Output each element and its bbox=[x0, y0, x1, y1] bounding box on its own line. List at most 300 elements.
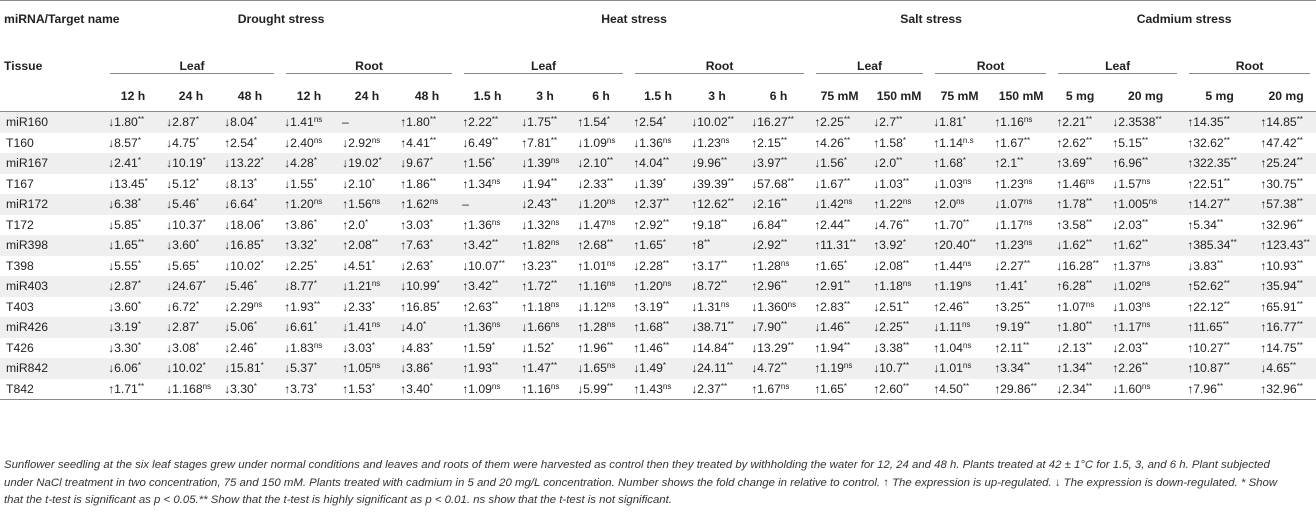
fold-change-value: ↓10.02 bbox=[691, 115, 728, 130]
fold-change-value: ↑7.63 bbox=[400, 238, 430, 253]
significance-mark: * bbox=[423, 320, 427, 330]
fold-change-cell bbox=[1183, 297, 1256, 318]
row-name: miR398 bbox=[0, 235, 104, 256]
fold-change-cell bbox=[396, 194, 458, 215]
significance-mark: ** bbox=[1223, 176, 1230, 186]
significance-mark: ns bbox=[956, 197, 965, 207]
fold-change-cell bbox=[338, 174, 396, 195]
fold-change-value: – bbox=[462, 197, 469, 212]
significance-mark: ** bbox=[1155, 115, 1162, 125]
fold-change-value: ↓38.71 bbox=[691, 320, 728, 335]
significance-mark: * bbox=[550, 340, 555, 350]
significance-mark: ** bbox=[1022, 340, 1030, 350]
header-time: 150 mM bbox=[869, 81, 929, 112]
significance-mark: ns bbox=[491, 176, 501, 186]
fold-change-value: ↑10.27 bbox=[1187, 340, 1224, 355]
significance-mark: * bbox=[260, 156, 264, 166]
fold-change-cell bbox=[458, 112, 517, 133]
fold-change-cell bbox=[1052, 276, 1108, 297]
significance-mark: * bbox=[253, 381, 257, 391]
fold-change-cell bbox=[573, 153, 629, 174]
significance-mark: ** bbox=[902, 176, 910, 186]
fold-change-value: ↓5.55 bbox=[108, 258, 138, 273]
fold-change-value: ↓1.41 bbox=[342, 320, 372, 335]
significance-mark: * bbox=[662, 361, 667, 371]
significance-mark: ns bbox=[491, 217, 501, 227]
header-time: 24 h bbox=[338, 81, 396, 112]
fold-change-cell bbox=[162, 194, 220, 215]
fold-change-cell bbox=[1256, 133, 1316, 154]
fold-change-cell bbox=[810, 317, 869, 338]
significance-mark: ns bbox=[429, 197, 439, 207]
fold-change-cell bbox=[687, 297, 747, 318]
header-tissue-label: Leaf bbox=[110, 59, 274, 74]
fold-change-cell bbox=[687, 379, 747, 400]
fold-change-value: ↑1.14 bbox=[933, 135, 963, 150]
significance-mark: ** bbox=[1216, 381, 1224, 391]
fold-change-value: ↓1.21 bbox=[342, 279, 372, 294]
fold-change-value: ↑2.63 bbox=[462, 299, 492, 314]
significance-mark: ** bbox=[550, 279, 558, 289]
fold-change-value: ↑14.75 bbox=[1260, 340, 1297, 355]
fold-change-value: ↓2.92 bbox=[751, 238, 781, 253]
fold-change-value: ↑1.58 bbox=[873, 135, 903, 150]
fold-change-cell bbox=[869, 112, 929, 133]
fold-change-cell bbox=[1256, 358, 1316, 379]
significance-mark: ** bbox=[1023, 320, 1031, 330]
significance-mark: * bbox=[429, 217, 433, 227]
significance-mark: * bbox=[491, 156, 496, 166]
fold-change-cell bbox=[990, 256, 1052, 277]
fold-change-value: ↓2.87 bbox=[166, 320, 196, 335]
fold-change-value: ↓6.49 bbox=[462, 135, 492, 150]
fold-change-cell bbox=[458, 215, 517, 236]
fold-change-value: ↑2.62 bbox=[1056, 135, 1086, 150]
fold-change-value: ↓2.27 bbox=[994, 258, 1024, 273]
fold-change-value: ↑65.91 bbox=[1260, 299, 1297, 314]
significance-mark: ** bbox=[491, 361, 499, 371]
table-row bbox=[0, 215, 1316, 236]
fold-change-cell bbox=[162, 276, 220, 297]
fold-change-value: ↓3.60 bbox=[166, 238, 196, 253]
fold-change-value: ↓4.65 bbox=[1260, 361, 1290, 376]
significance-mark: ** bbox=[429, 115, 437, 125]
fold-change-cell bbox=[573, 338, 629, 359]
significance-mark: ** bbox=[843, 320, 851, 330]
significance-mark: * bbox=[371, 299, 375, 309]
fold-change-cell bbox=[104, 235, 162, 256]
fold-change-cell bbox=[573, 194, 629, 215]
fold-change-cell bbox=[747, 174, 810, 195]
fold-change-cell bbox=[162, 379, 220, 400]
header-time: 3 h bbox=[517, 81, 573, 112]
significance-mark: ns bbox=[1141, 381, 1151, 391]
fold-change-cell bbox=[629, 358, 687, 379]
significance-mark: * bbox=[137, 320, 141, 330]
fold-change-value: ↑3.34 bbox=[994, 361, 1024, 376]
header-time: 24 h bbox=[162, 81, 220, 112]
fold-change-cell bbox=[573, 133, 629, 154]
significance-mark: ns bbox=[606, 279, 616, 289]
fold-change-value: ↓1.56 bbox=[814, 156, 844, 171]
fold-change-cell bbox=[629, 174, 687, 195]
significance-mark: * bbox=[137, 156, 141, 166]
significance-mark: ** bbox=[1085, 361, 1093, 371]
significance-mark: ns bbox=[962, 340, 972, 350]
fold-change-cell bbox=[396, 133, 458, 154]
significance-mark: * bbox=[843, 381, 848, 391]
fold-change-value: ↓1.65 bbox=[577, 361, 607, 376]
fold-change-cell bbox=[338, 276, 396, 297]
fold-change-cell bbox=[338, 358, 396, 379]
row-name: T172 bbox=[6, 217, 34, 232]
significance-mark: ** bbox=[1289, 361, 1297, 371]
fold-change-cell bbox=[929, 358, 990, 379]
fold-change-value: ↓1.01 bbox=[933, 361, 963, 376]
fold-change-cell bbox=[104, 297, 162, 318]
significance-mark: ** bbox=[662, 197, 670, 207]
significance-mark: ** bbox=[787, 340, 794, 350]
fold-change-value: ↑14.35 bbox=[1187, 115, 1224, 130]
fold-change-value: ↓6.84 bbox=[751, 217, 781, 232]
fold-change-cell bbox=[1108, 194, 1183, 215]
significance-mark: ** bbox=[1296, 279, 1303, 289]
fold-change-cell bbox=[990, 153, 1052, 174]
fold-change-value: ↓2.33 bbox=[577, 176, 607, 191]
fold-change-value: ↓1.62 bbox=[1056, 238, 1086, 253]
fold-change-value: ↓2.25 bbox=[873, 320, 903, 335]
fold-change-cell bbox=[104, 256, 162, 277]
fold-change-value: ↑1.62 bbox=[1112, 238, 1142, 253]
header-tissue-label: Leaf bbox=[816, 59, 923, 74]
significance-mark: ns bbox=[1023, 197, 1033, 207]
fold-change-cell bbox=[1256, 235, 1316, 256]
fold-change-cell bbox=[458, 194, 517, 215]
significance-mark: ** bbox=[780, 320, 788, 330]
fold-change-cell bbox=[990, 194, 1052, 215]
significance-mark: ns bbox=[662, 381, 672, 391]
significance-mark: ** bbox=[843, 217, 851, 227]
significance-mark: ** bbox=[1141, 217, 1149, 227]
fold-change-cell bbox=[220, 235, 280, 256]
significance-mark: ns bbox=[491, 320, 501, 330]
fold-change-value: ↑1.20 bbox=[633, 279, 663, 294]
fold-change-cell bbox=[1183, 112, 1256, 133]
row-name: miR172 bbox=[0, 194, 104, 215]
header-time: 5 mg bbox=[1052, 81, 1108, 112]
fold-change-cell bbox=[810, 133, 869, 154]
fold-change-value: ↓1.57 bbox=[1112, 176, 1142, 191]
header-time: 75 mM bbox=[929, 81, 990, 112]
fold-change-cell bbox=[162, 235, 220, 256]
fold-change-value: ↑322.35 bbox=[1187, 156, 1231, 171]
fold-change-cell bbox=[1052, 256, 1108, 277]
fold-change-value: ↑3.69 bbox=[1056, 156, 1086, 171]
significance-mark: ** bbox=[491, 135, 499, 145]
fold-change-cell bbox=[1108, 317, 1183, 338]
fold-change-value: ↓4.51 bbox=[342, 258, 372, 273]
fold-change-cell bbox=[747, 379, 810, 400]
fold-change-cell bbox=[810, 153, 869, 174]
significance-mark: * bbox=[195, 340, 199, 350]
fold-change-value: ↓2.51 bbox=[873, 299, 903, 314]
table-row bbox=[0, 194, 1316, 215]
significance-mark: ns bbox=[371, 361, 381, 371]
fold-change-value: ↓2.10 bbox=[342, 176, 372, 191]
fold-change-value: ↓3.97 bbox=[751, 156, 781, 171]
fold-change-value: ↓8.04 bbox=[224, 115, 254, 130]
significance-mark: ** bbox=[720, 381, 728, 391]
significance-mark: * bbox=[429, 238, 433, 248]
fold-change-value: ↓1.47 bbox=[577, 217, 607, 232]
significance-mark: ns bbox=[606, 217, 616, 227]
significance-mark: ** bbox=[1223, 115, 1230, 125]
fold-change-cell bbox=[396, 215, 458, 236]
fold-change-cell bbox=[104, 276, 162, 297]
significance-mark: ns bbox=[550, 299, 560, 309]
significance-mark: ** bbox=[1085, 381, 1093, 391]
fold-change-cell bbox=[810, 338, 869, 359]
significance-mark: ** bbox=[1230, 156, 1237, 166]
fold-change-value: ↓2.16 bbox=[751, 197, 781, 212]
fold-change-cell bbox=[220, 317, 280, 338]
fold-change-value: ↑3.73 bbox=[284, 381, 314, 396]
fold-change-cell bbox=[1183, 235, 1256, 256]
fold-change-value: ↑1.96 bbox=[577, 340, 607, 355]
fold-change-cell bbox=[1183, 256, 1256, 277]
fold-change-cell bbox=[338, 215, 396, 236]
fold-change-cell bbox=[869, 194, 929, 215]
fold-change-value: ↓16.85 bbox=[224, 238, 261, 253]
significance-mark: ** bbox=[902, 320, 910, 330]
fold-change-value: ↑1.19 bbox=[814, 361, 844, 376]
significance-mark: ** bbox=[720, 156, 728, 166]
fold-change-value: ↑1.01 bbox=[577, 258, 607, 273]
significance-mark: ** bbox=[780, 197, 788, 207]
header-drought-stress: Drought stress bbox=[104, 1, 458, 52]
significance-mark: ns bbox=[1141, 176, 1151, 186]
fold-change-value: ↑3.40 bbox=[400, 381, 430, 396]
header-time: 48 h bbox=[396, 81, 458, 112]
significance-mark: ns bbox=[720, 299, 730, 309]
significance-mark: ** bbox=[1296, 381, 1303, 391]
significance-mark: ns bbox=[371, 135, 381, 145]
fold-change-value: ↓1.20 bbox=[577, 197, 607, 212]
fold-change-cell bbox=[1052, 215, 1108, 236]
significance-mark: ** bbox=[780, 217, 788, 227]
fold-change-cell bbox=[338, 317, 396, 338]
significance-mark: ** bbox=[1085, 135, 1093, 145]
fold-change-cell bbox=[517, 297, 573, 318]
significance-mark: * bbox=[606, 115, 611, 125]
significance-mark: * bbox=[137, 135, 141, 145]
significance-mark: ** bbox=[787, 176, 794, 186]
table-row bbox=[0, 133, 1316, 154]
significance-mark: * bbox=[260, 361, 264, 371]
fold-change-cell bbox=[929, 317, 990, 338]
fold-change-value: ↓13.29 bbox=[751, 340, 788, 355]
fold-change-cell bbox=[687, 133, 747, 154]
significance-mark: * bbox=[253, 115, 257, 125]
fold-change-value: ↑9.18 bbox=[691, 217, 721, 232]
fold-change-value: ↓1.80 bbox=[108, 115, 138, 130]
fold-change-cell bbox=[162, 133, 220, 154]
significance-mark: * bbox=[253, 176, 257, 186]
fold-change-value: ↑7.81 bbox=[521, 135, 551, 150]
fold-change-value: ↓1.17 bbox=[994, 217, 1024, 232]
fold-change-value: ↓2.0 bbox=[873, 156, 897, 171]
fold-change-value: ↓2.08 bbox=[873, 258, 903, 273]
fold-change-cell bbox=[104, 112, 162, 133]
fold-change-cell bbox=[220, 276, 280, 297]
significance-mark: ** bbox=[550, 197, 558, 207]
fold-change-cell bbox=[747, 194, 810, 215]
significance-mark: ** bbox=[1296, 258, 1303, 268]
fold-change-value: ↓3.03 bbox=[342, 340, 372, 355]
significance-mark: ** bbox=[1296, 115, 1303, 125]
fold-change-cell bbox=[104, 215, 162, 236]
fold-change-value: ↑1.09 bbox=[462, 381, 492, 396]
fold-change-value: ↓2.03 bbox=[1112, 217, 1142, 232]
fold-change-value: ↑2.83 bbox=[814, 299, 844, 314]
significance-mark: * bbox=[202, 217, 206, 227]
fold-change-cell bbox=[280, 153, 338, 174]
significance-mark: ** bbox=[1296, 320, 1303, 330]
header-tissue-label: Leaf bbox=[1058, 59, 1177, 74]
significance-mark: ** bbox=[550, 361, 558, 371]
fold-change-cell bbox=[747, 235, 810, 256]
fold-change-cell bbox=[687, 235, 747, 256]
significance-mark: ** bbox=[727, 340, 734, 350]
fold-change-value: ↑52.62 bbox=[1187, 279, 1224, 294]
header-heat-stress: Heat stress bbox=[458, 1, 810, 52]
fold-change-value: ↓2.13 bbox=[1056, 340, 1086, 355]
significance-mark: ns bbox=[902, 197, 912, 207]
significance-mark: ** bbox=[491, 238, 499, 248]
fold-change-cell bbox=[280, 256, 338, 277]
fold-change-cell bbox=[629, 256, 687, 277]
fold-change-cell bbox=[747, 133, 810, 154]
fold-change-cell bbox=[929, 153, 990, 174]
fold-change-cell bbox=[220, 174, 280, 195]
fold-change-value: ↓1.67 bbox=[814, 176, 844, 191]
fold-change-cell bbox=[396, 112, 458, 133]
significance-mark: * bbox=[1023, 279, 1028, 289]
significance-mark: ** bbox=[429, 135, 437, 145]
fold-change-value: ↓10.02 bbox=[166, 361, 203, 376]
fold-change-value: ↓2.34 bbox=[1056, 381, 1086, 396]
fold-change-value: ↑1.37 bbox=[1112, 258, 1142, 273]
fold-change-value: ↑1.71 bbox=[108, 381, 138, 396]
significance-mark: ns bbox=[606, 197, 616, 207]
fold-change-cell bbox=[929, 112, 990, 133]
significance-mark: * bbox=[260, 258, 264, 268]
fold-change-cell bbox=[1108, 338, 1183, 359]
fold-change-value: ↓1.03 bbox=[873, 176, 903, 191]
fold-change-cell bbox=[220, 358, 280, 379]
fold-change-value: ↑1.82 bbox=[521, 238, 551, 253]
fold-change-value: ↑1.67 bbox=[751, 381, 781, 396]
fold-change-cell bbox=[1052, 338, 1108, 359]
fold-change-value: ↓1.46 bbox=[814, 320, 844, 335]
fold-change-cell bbox=[629, 215, 687, 236]
fold-change-cell bbox=[338, 133, 396, 154]
significance-mark: * bbox=[137, 299, 141, 309]
significance-mark: * bbox=[902, 135, 907, 145]
fold-change-value: ↓2.40 bbox=[284, 135, 314, 150]
fold-change-value: ↓8.72 bbox=[691, 279, 721, 294]
fold-change-value: ↑1.72 bbox=[521, 279, 551, 294]
fold-change-cell bbox=[687, 215, 747, 236]
fold-change-value: ↓6.64 bbox=[224, 197, 254, 212]
fold-change-value: ↓10.19 bbox=[166, 156, 203, 171]
fold-change-cell bbox=[1108, 153, 1183, 174]
significance-mark: * bbox=[843, 156, 848, 166]
fold-change-value: ↓14.84 bbox=[691, 340, 728, 355]
fold-change-cell bbox=[1108, 174, 1183, 195]
fold-change-cell bbox=[1108, 235, 1183, 256]
significance-mark: ns bbox=[313, 340, 323, 350]
fold-change-value: ↑30.75 bbox=[1260, 176, 1297, 191]
fold-change-cell bbox=[104, 317, 162, 338]
fold-change-value: ↓2.25 bbox=[284, 258, 314, 273]
significance-mark: * bbox=[137, 197, 141, 207]
significance-mark: ** bbox=[1296, 217, 1303, 227]
significance-mark: ** bbox=[1216, 258, 1224, 268]
fold-change-cell bbox=[929, 174, 990, 195]
fold-change-cell bbox=[1052, 379, 1108, 400]
significance-mark: * bbox=[429, 381, 433, 391]
significance-mark: * bbox=[202, 156, 206, 166]
fold-change-value: ↑2.96 bbox=[751, 279, 781, 294]
fold-change-cell bbox=[396, 379, 458, 400]
fold-change-cell bbox=[517, 133, 573, 154]
significance-mark: ** bbox=[491, 279, 499, 289]
fold-change-cell bbox=[1256, 174, 1316, 195]
significance-mark: ns bbox=[371, 279, 381, 289]
fold-change-cell bbox=[517, 112, 573, 133]
fold-change-value: ↑2.21 bbox=[1056, 115, 1086, 130]
significance-mark: ns bbox=[371, 197, 381, 207]
fold-change-value: ↓1.36 bbox=[633, 135, 663, 150]
significance-mark: ns bbox=[253, 299, 263, 309]
fold-change-value: ↑1.18 bbox=[873, 279, 903, 294]
row-name: T398 bbox=[6, 258, 34, 273]
fold-change-cell bbox=[458, 358, 517, 379]
significance-mark: ns bbox=[1141, 279, 1151, 289]
fold-change-cell bbox=[747, 358, 810, 379]
significance-mark: ** bbox=[1085, 156, 1093, 166]
fold-change-value: ↑16.77 bbox=[1260, 320, 1297, 335]
header-tissue-label: Root bbox=[935, 59, 1046, 74]
fold-change-value: ↑1.93 bbox=[284, 299, 314, 314]
fold-change-value: ↑1.46 bbox=[633, 340, 663, 355]
table-row bbox=[0, 153, 1316, 174]
fold-change-cell bbox=[1256, 379, 1316, 400]
fold-change-value: ↑10.87 bbox=[1187, 361, 1224, 376]
significance-mark: ** bbox=[1296, 299, 1303, 309]
fold-change-value: ↓4.0 bbox=[400, 320, 424, 335]
fold-change-value: ↓3.83 bbox=[1187, 258, 1217, 273]
fold-change-cell bbox=[517, 317, 573, 338]
fold-change-value: ↑57.38 bbox=[1260, 197, 1297, 212]
fold-change-cell bbox=[573, 317, 629, 338]
significance-mark: ** bbox=[780, 238, 788, 248]
fold-change-cell bbox=[1108, 133, 1183, 154]
significance-mark: ** bbox=[1085, 340, 1093, 350]
table-row bbox=[0, 276, 1316, 297]
fold-change-value: ↓6.38 bbox=[108, 197, 138, 212]
